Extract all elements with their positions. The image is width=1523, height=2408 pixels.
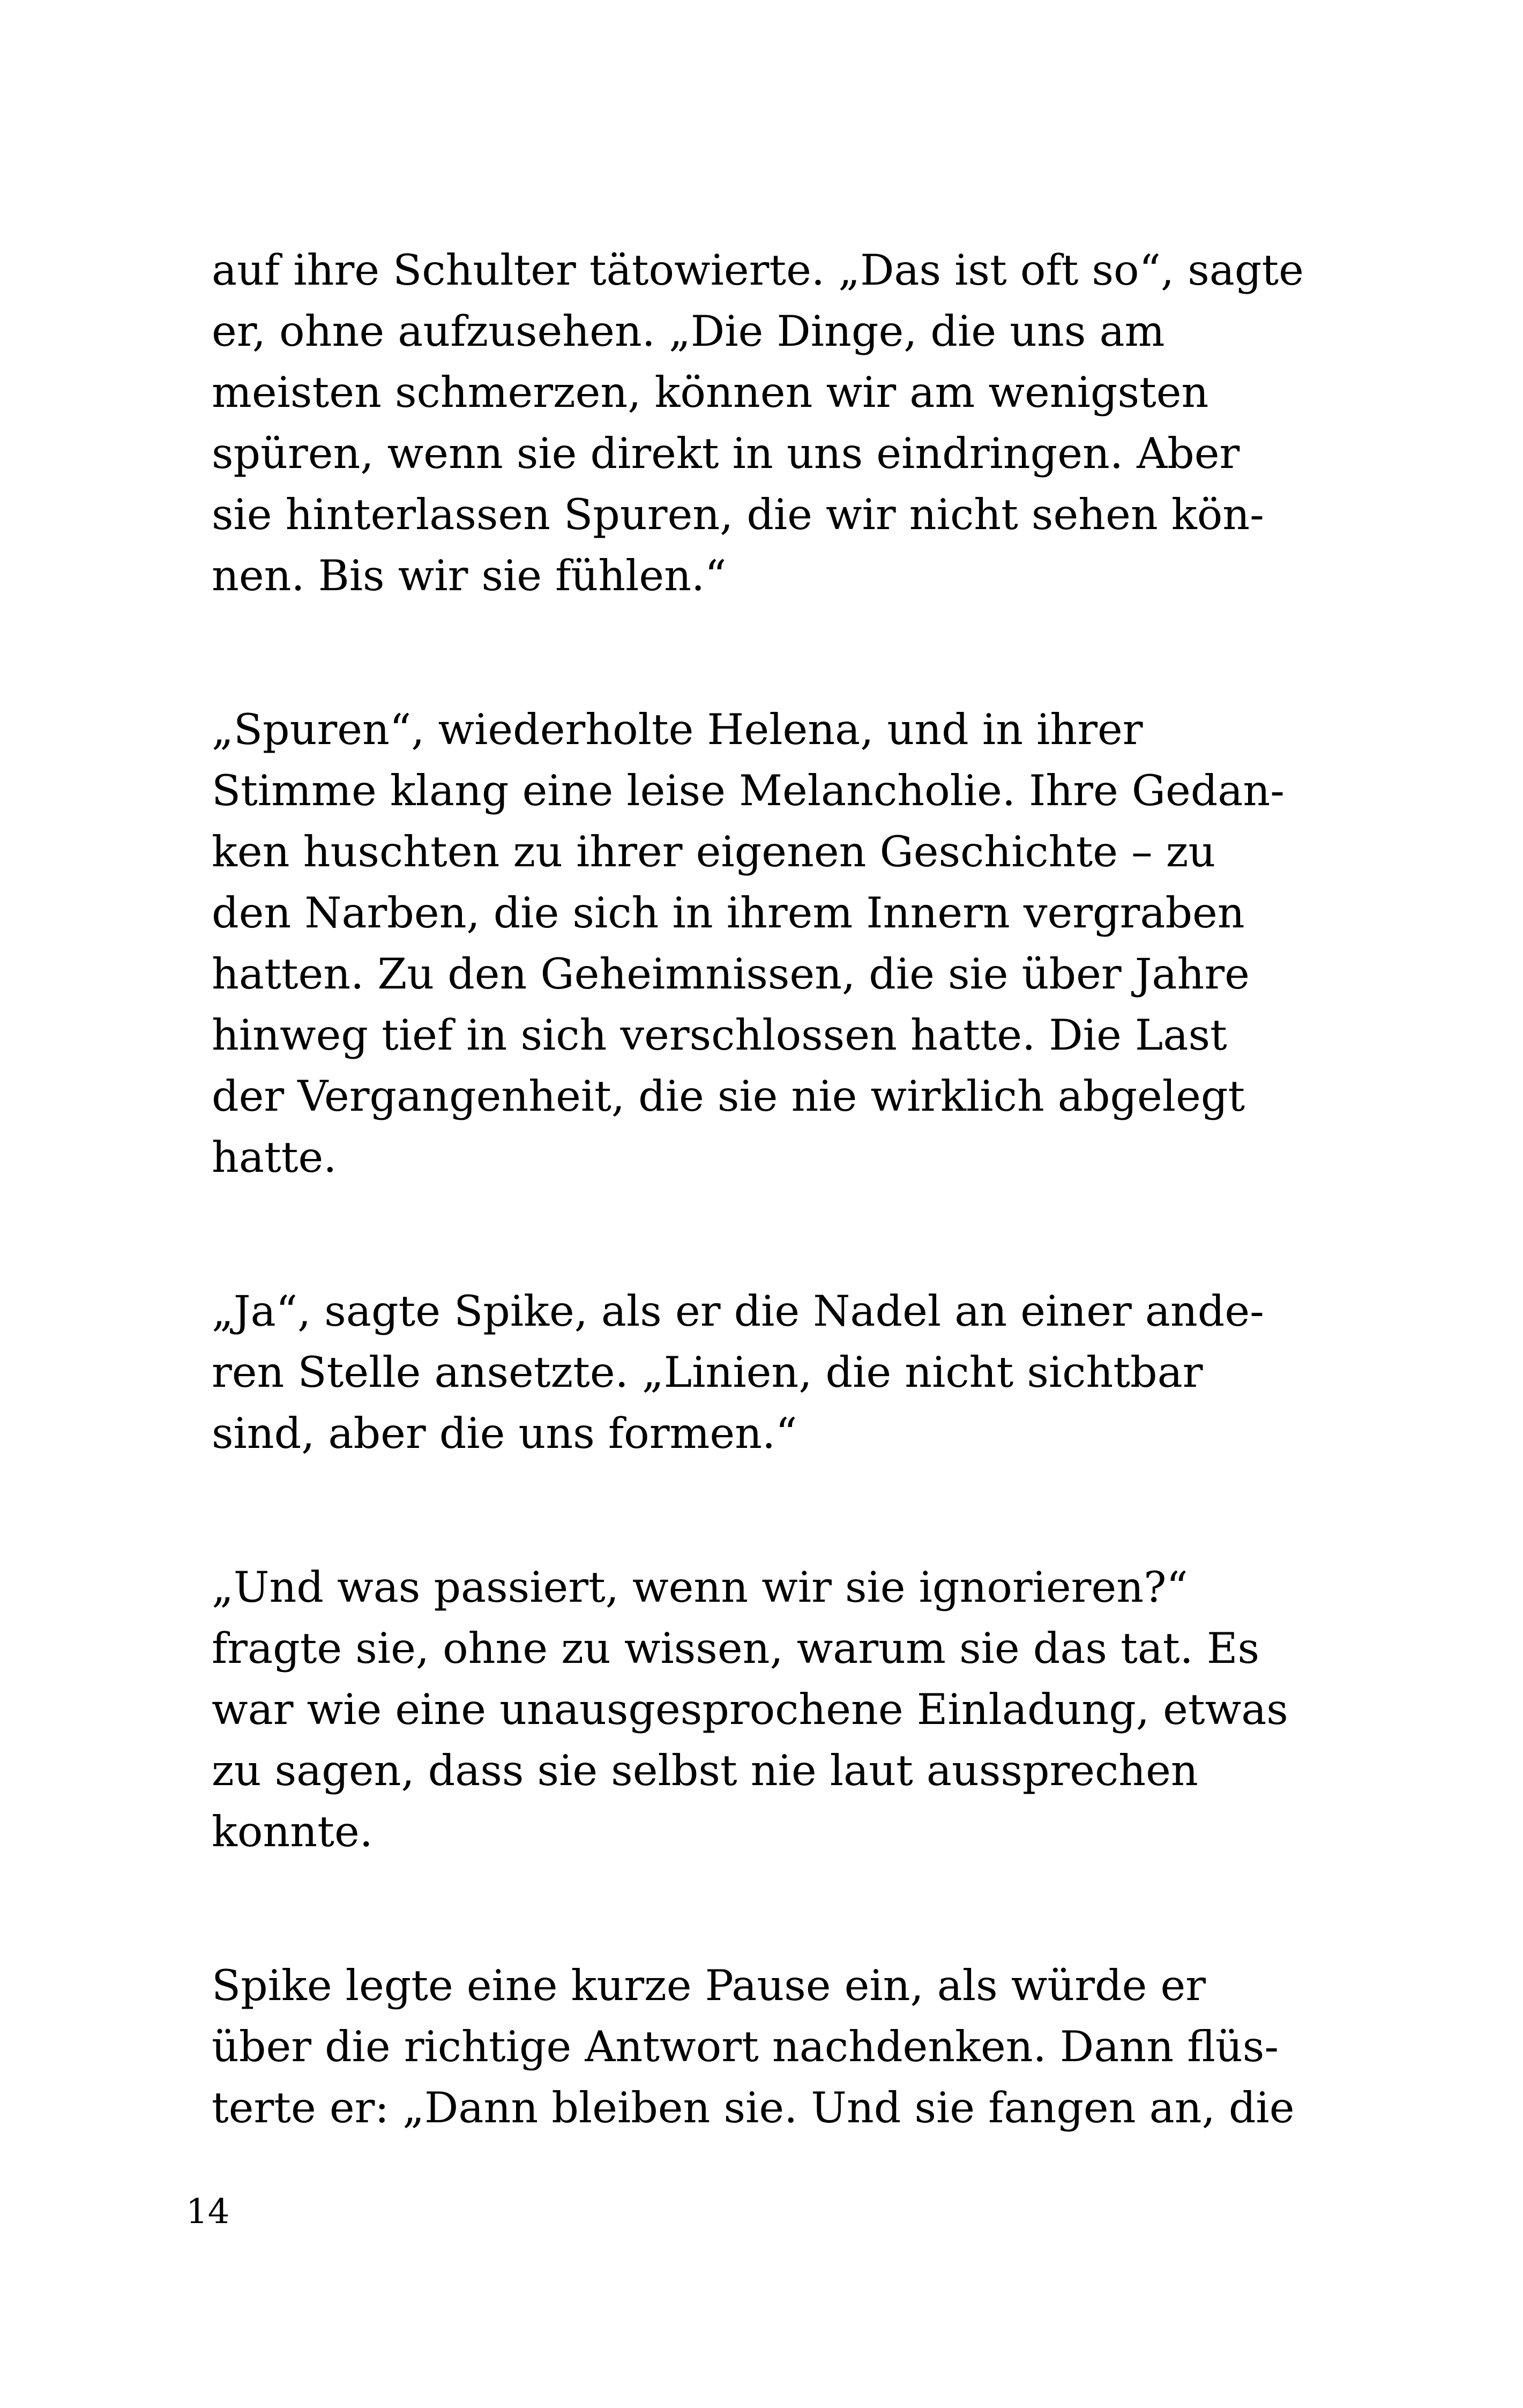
text-line: meisten schmerzen, können wir am wenigsten [212,368,1209,417]
text-line: „Spuren“, wiederholte Helena, und in ihrer [212,705,1143,754]
text-line: ken huschten zu ihrer eigenen Geschichte – zu [212,827,1216,876]
text-line: „Ja“, sagte Spike, als er die Nadel an einer ande- [212,1287,1264,1336]
text-line: hinweg tief in sich verschlossen hatte. Die Last [212,1010,1227,1060]
text-line: zu sagen, dass sie selbst nie laut aussprechen [212,1746,1198,1795]
text-line: den Narben, die sich in ihrem Innern vergraben [212,888,1245,938]
text-line: fragte sie, ohne zu wissen, warum sie das tat. Es [212,1624,1260,1673]
text-line: hatte. [212,1133,337,1182]
text-line: sie hinterlassen Spuren, die wir nicht sehen kön- [212,490,1264,539]
text-line: der Vergangenheit, die sie nie wirklich abgelegt [212,1072,1245,1121]
text-line: spüren, wenn sie direkt in uns eindringen. Aber [212,429,1240,478]
text-line: auf ihre Schulter tätowierte. „Das ist oft so“, sagte [212,246,1304,295]
text-line: „Und was passiert, wenn wir sie ignorieren?“ [212,1563,1188,1612]
text-line: sind, aber die uns formen.“ [212,1409,797,1458]
text-line: konnte. [212,1807,373,1856]
text-line: war wie eine unausgesprochene Einladung, etwas [212,1685,1288,1734]
text-line: Stimme klang eine leise Melancholie. Ihre Gedan- [212,766,1285,815]
text-line: Spike legte eine kurze Pause ein, als würde er [212,1961,1206,2010]
text-line: über die richtige Antwort nachdenken. Dann flüs- [212,2022,1279,2071]
page-number: 14 [186,2192,230,2232]
text-line: terte er: „Dann bleiben sie. Und sie fangen an, die [212,2083,1295,2132]
text-line: ren Stelle ansetzte. „Linien, die nicht sichtbar [212,1348,1203,1397]
text-line: er, ohne aufzusehen. „Die Dinge, die uns am [212,307,1165,356]
text-line: hatten. Zu den Geheimnissen, die sie über Jahre [212,949,1250,999]
text-line: nen. Bis wir sie fühlen.“ [212,551,727,600]
